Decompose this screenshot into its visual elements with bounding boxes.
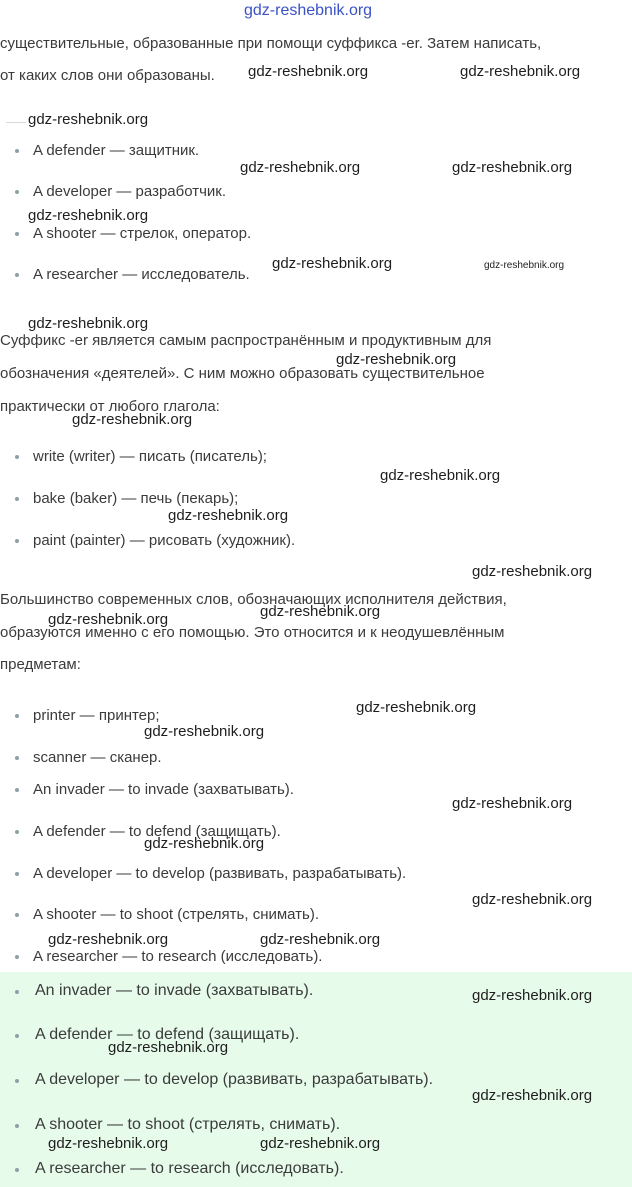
watermark: gdz-reshebnik.org — [28, 111, 149, 128]
intro-line-1: существительные, образованные при помощи суффикса -er. Затем написать, — [0, 35, 542, 52]
watermark: gdz-reshebnik.org — [460, 63, 581, 80]
bullet-icon — [15, 1034, 19, 1038]
para2-line-3: практически от любого глагола: — [0, 398, 220, 415]
watermark: gdz-reshebnik.org — [452, 159, 573, 176]
site-header-link[interactable]: gdz-reshebnik.org — [244, 2, 373, 19]
bullet-icon — [15, 1079, 19, 1083]
bullet-icon — [15, 1168, 19, 1172]
bullet-icon — [15, 872, 19, 876]
watermark: gdz-reshebnik.org — [108, 1039, 229, 1056]
watermark: gdz-reshebnik.org — [484, 260, 565, 271]
watermark: gdz-reshebnik.org — [272, 255, 393, 272]
para3-line-3: предметам: — [0, 656, 81, 673]
watermark: gdz-reshebnik.org — [144, 723, 265, 740]
bullet-icon — [15, 539, 19, 543]
watermark: gdz-reshebnik.org — [472, 987, 593, 1004]
para2-line-2: обозначения «деятелей». С ним можно образовать существительное — [0, 365, 485, 382]
watermark: gdz-reshebnik.org — [28, 315, 149, 332]
bullet-icon — [15, 497, 19, 501]
watermark: gdz-reshebnik.org — [356, 699, 477, 716]
bullet-icon — [15, 990, 19, 994]
watermark: gdz-reshebnik.org — [144, 835, 265, 852]
bullet-icon — [15, 714, 19, 718]
bullet-icon — [15, 788, 19, 792]
divider — [6, 122, 26, 123]
watermark: gdz-reshebnik.org — [72, 411, 193, 428]
watermark: gdz-reshebnik.org — [452, 795, 573, 812]
watermark: gdz-reshebnik.org — [472, 563, 593, 580]
watermark: gdz-reshebnik.org — [28, 207, 149, 224]
intro-line-2: от каких слов они образованы. — [0, 67, 215, 84]
watermark: gdz-reshebnik.org — [168, 507, 289, 524]
para3-line-2: образуются именно с его помощью. Это относится и к неодушевлённым — [0, 624, 505, 641]
bullet-icon — [15, 756, 19, 760]
watermark: gdz-reshebnik.org — [48, 611, 169, 628]
bullet-icon — [15, 232, 19, 236]
watermark: gdz-reshebnik.org — [380, 467, 501, 484]
bullet-icon — [15, 455, 19, 459]
watermark: gdz-reshebnik.org — [472, 1087, 593, 1104]
bullet-icon — [15, 1124, 19, 1128]
bullet-icon — [15, 955, 19, 959]
watermark: gdz-reshebnik.org — [336, 351, 457, 368]
para3-line-1: Большинство современных слов, обозначающих исполнителя действия, — [0, 591, 507, 608]
watermark: gdz-reshebnik.org — [48, 1135, 169, 1152]
para2-line-1: Суффикс -er является самым распространённым и продуктивным для — [0, 332, 492, 349]
watermark: gdz-reshebnik.org — [240, 159, 361, 176]
watermark: gdz-reshebnik.org — [48, 931, 169, 948]
bullet-icon — [15, 913, 19, 917]
bullet-icon — [15, 273, 19, 277]
watermark: gdz-reshebnik.org — [260, 603, 381, 620]
watermark: gdz-reshebnik.org — [260, 931, 381, 948]
bullet-icon — [15, 190, 19, 194]
bullet-icon — [15, 830, 19, 834]
watermark: gdz-reshebnik.org — [248, 63, 369, 80]
watermark: gdz-reshebnik.org — [472, 891, 593, 908]
bullet-icon — [15, 149, 19, 153]
watermark: gdz-reshebnik.org — [260, 1135, 381, 1152]
